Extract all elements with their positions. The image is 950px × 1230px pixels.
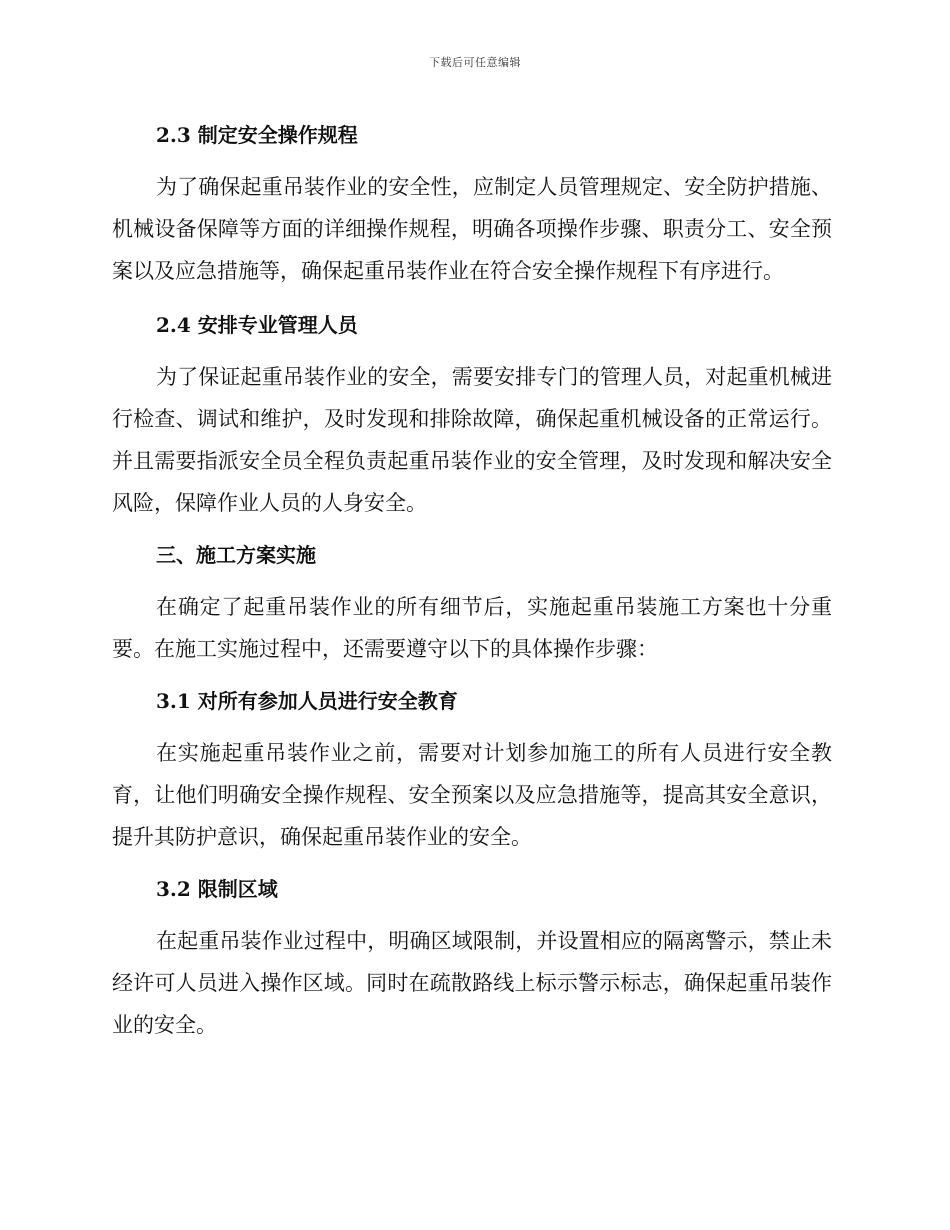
section-paragraph-2-4: 为了保证起重吊装作业的安全，需要安排专门的管理人员，对起重机械进行检查、调试和维护，及时发现和排除故障，确保起重机械设备的正常运行。并且需要指派安全员全程负责起重吊装作业的安全管理，及时发现和解决安全风险，保障作业人员的人身安全。 bbox=[112, 365, 832, 515]
section-heading-2-4: 2.4 安排专业管理人员 bbox=[156, 313, 358, 337]
section-heading-3-1: 3.1 对所有参加人员进行安全教育 bbox=[156, 689, 458, 713]
section-paragraph-3-1: 在实施起重吊装作业之前，需要对计划参加施工的所有人员进行安全教育，让他们明确安全操作规程、安全预案以及应急措施等，提高其安全意识，提升其防护意识，确保起重吊装作业的安全。 bbox=[112, 741, 832, 849]
section-heading-3-2: 3.2 限制区域 bbox=[156, 877, 278, 901]
section-heading-2-3: 2.3 制定安全操作规程 bbox=[156, 123, 358, 147]
section-heading-3: 三、施工方案实施 bbox=[156, 543, 316, 567]
page-header: 下载后可任意编辑 bbox=[429, 56, 521, 69]
section-paragraph-3-2: 在起重吊装作业过程中，明确区域限制，并设置相应的隔离警示，禁止未经许可人员进入操作区域。同时在疏散路线上标示警示标志，确保起重吊装作业的安全。 bbox=[112, 929, 832, 1037]
section-paragraph-3: 在确定了起重吊装作业的所有细节后，实施起重吊装施工方案也十分重要。在施工实施过程中，还需要遵守以下的具体操作步骤： bbox=[112, 595, 832, 661]
document-body bbox=[112, 108, 832, 1046]
section-paragraph-2-3: 为了确保起重吊装作业的安全性，应制定人员管理规定、安全防护措施、机械设备保障等方面的详细操作规程，明确各项操作步骤、职责分工、安全预案以及应急措施等，确保起重吊装作业在符合安全操作规程下有序进行。 bbox=[112, 175, 832, 283]
